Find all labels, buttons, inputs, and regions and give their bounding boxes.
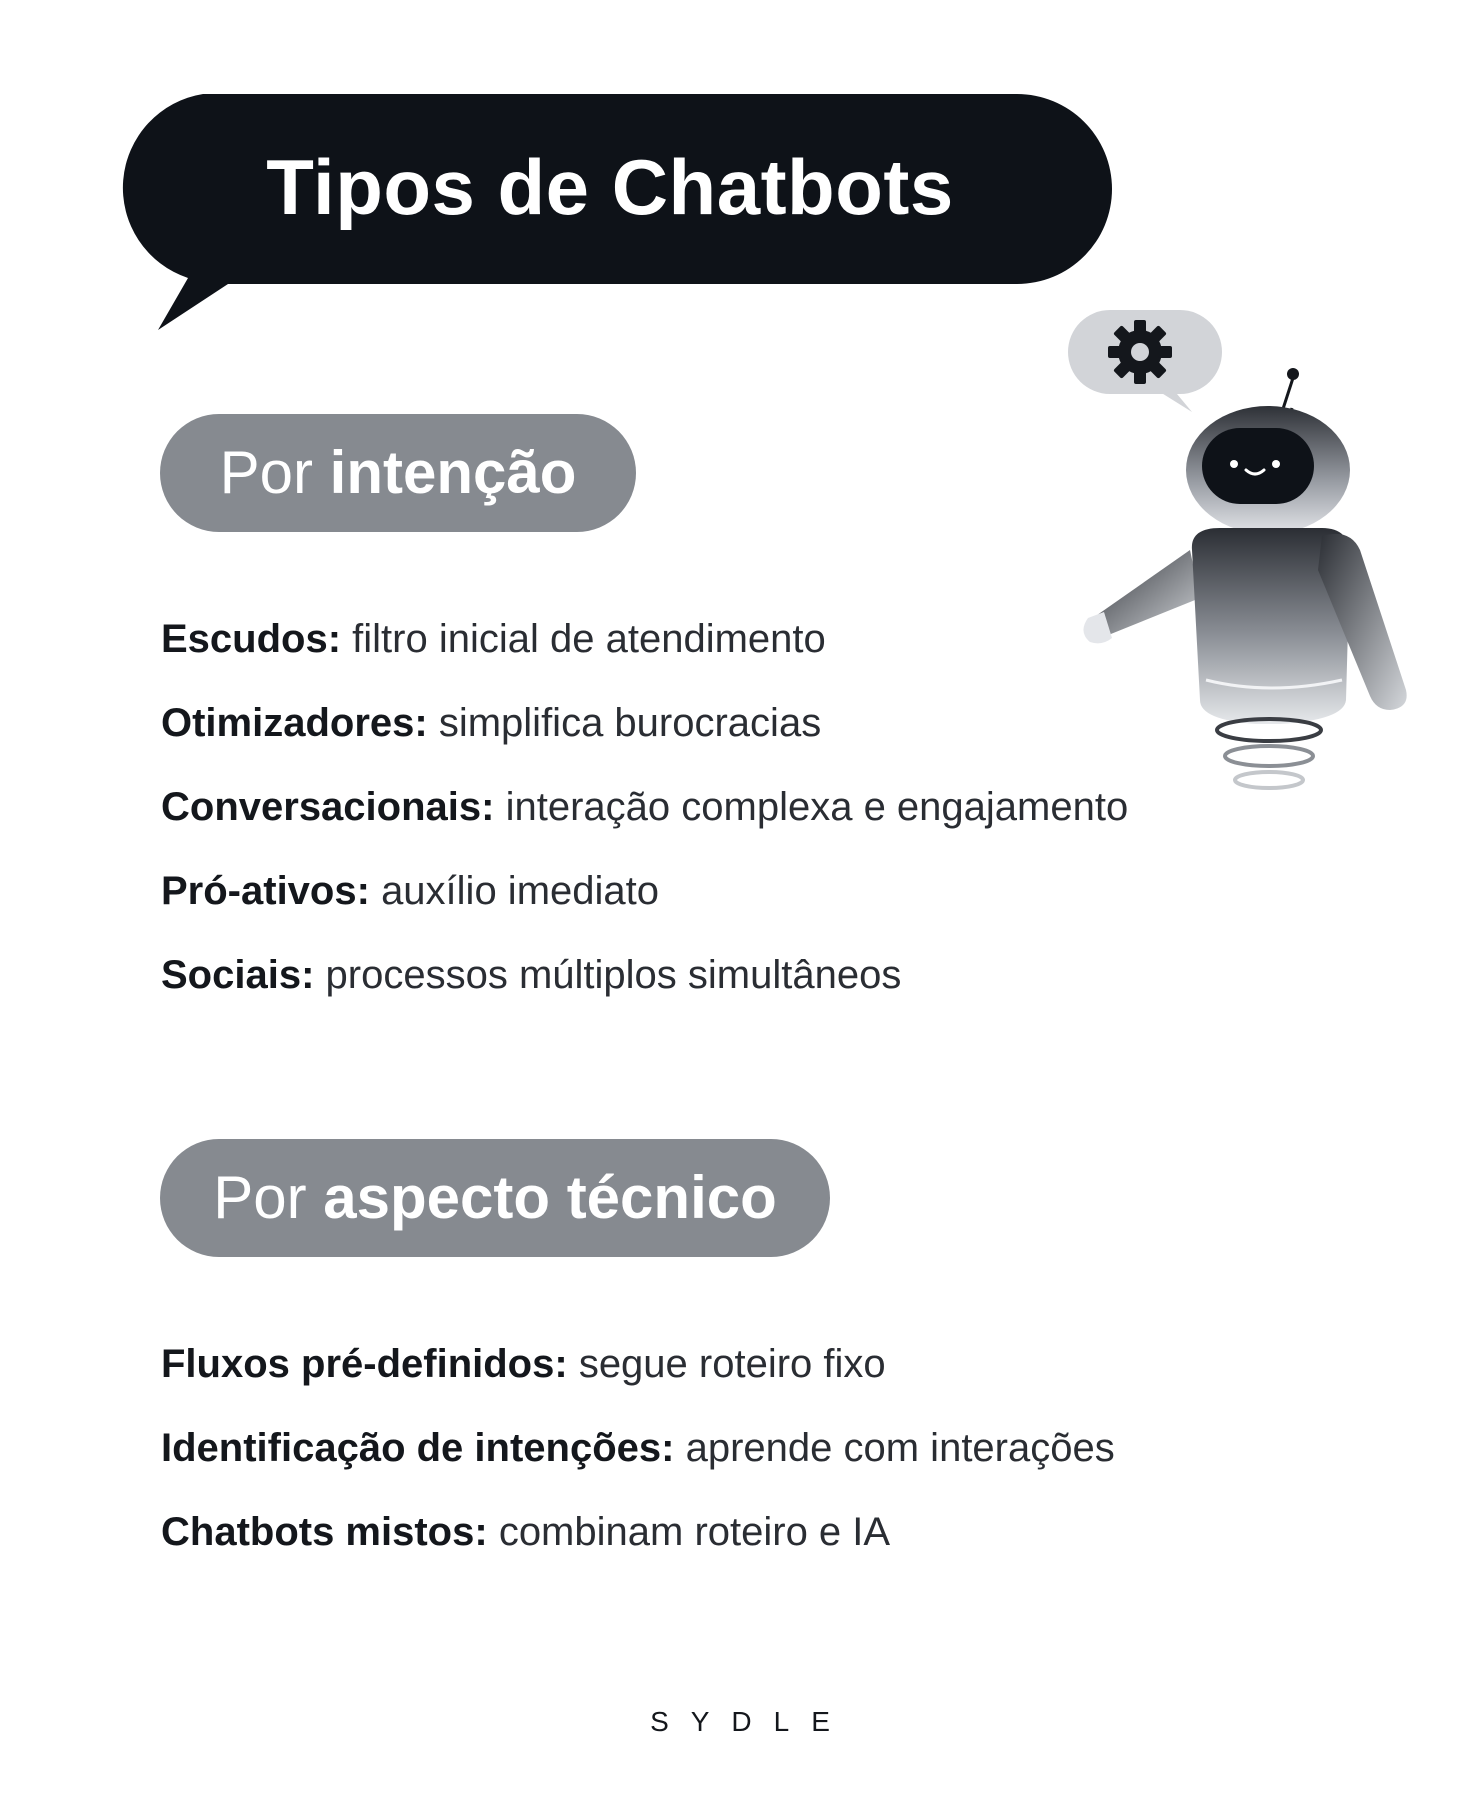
item-term: Pró-ativos: [161,869,370,913]
list-item [161,785,1128,830]
list-item [161,1342,886,1387]
title-speech-bubble [108,94,1112,284]
item-description: simplifica burocracias [438,701,822,745]
item-description: segue roteiro fixo [578,1342,886,1386]
item-description: interação complexa e engajamento [505,785,1129,829]
item-term: Conversacionais: [161,785,495,829]
list-item [161,869,659,914]
item-term: Chatbots mistos: [161,1510,488,1554]
item-description: auxílio imediato [381,869,659,913]
item-description: processos múltiplos simultâneos [325,953,902,997]
gear-speech-bubble [1068,310,1222,412]
robot-head [1186,406,1350,534]
section-heading-prefix: Por [213,1164,307,1231]
list-item [161,1426,1115,1471]
brand-logo: SYDLE [650,1706,852,1737]
item-term: Escudos: [161,617,342,661]
item-description: aprende com interações [685,1426,1115,1470]
robot-illustration [1060,300,1410,800]
section-heading-keyword: intenção [329,439,577,506]
section-heading-intencao [160,414,636,532]
list-item [161,617,826,662]
item-description: combinam roteiro e IA [498,1510,891,1554]
list-item [161,701,821,746]
item-description: filtro inicial de atendimento [352,617,826,661]
section-heading-prefix: Por [219,439,313,506]
gear-icon [1108,320,1172,384]
section-heading-keyword: aspecto técnico [323,1164,777,1231]
item-term: Sociais: [161,953,315,997]
hover-rings [1217,719,1321,788]
page-title: Tipos de Chatbots [266,143,954,231]
list-item [161,1510,890,1555]
item-term: Otimizadores: [161,701,428,745]
list-item [161,953,901,998]
item-term: Fluxos pré-definidos: [161,1342,568,1386]
item-term: Identificação de intenções: [161,1426,675,1470]
section-heading-aspecto-tecnico [160,1139,830,1257]
